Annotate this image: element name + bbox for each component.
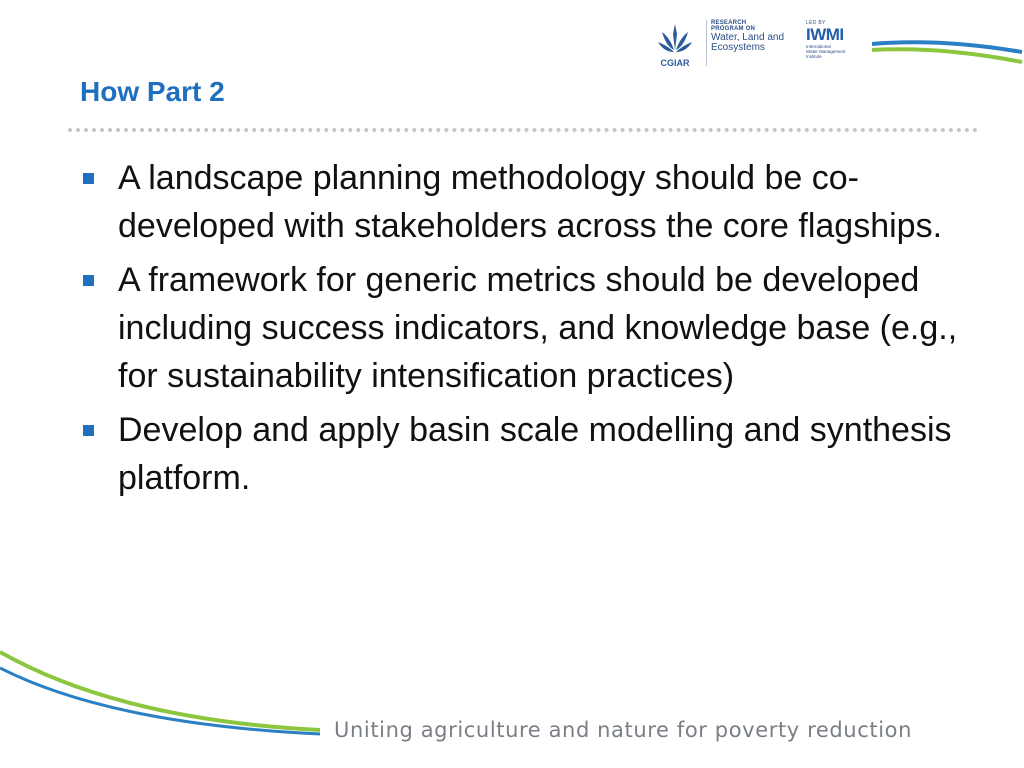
iwmi-sub-2: Water Management [806,49,846,54]
logo-divider [706,20,707,66]
bottom-swoosh-icon [0,640,340,740]
bullet-item [80,154,980,250]
bullet-item [80,406,980,502]
iwmi-name: IWMI [806,25,844,44]
bullet-square-icon [83,425,94,436]
cgiar-logo-icon [650,20,700,70]
bullet-list [80,154,980,508]
iwmi-logo [806,20,860,59]
bullet-text: A landscape planning methodology should be co-developed with stakeholders across the core flagships. [118,159,943,245]
bullet-square-icon [83,275,94,286]
iwmi-sub-3: Institute [806,54,822,59]
iwmi-led-by: LED BY [806,20,826,26]
bullet-square-icon [83,173,94,184]
program-line-4: Ecosystems [711,42,765,54]
bullet-item [80,256,980,400]
program-line-1: RESEARCH [711,20,747,26]
bullet-text: A framework for generic metrics should be developed including success indicators, and knowledge base (e.g., for sustainability intensification practices) [118,261,958,395]
title-divider [68,128,978,132]
footer-tagline: Uniting agriculture and nature for poverty reduction [334,718,912,742]
program-line-3: Water, Land and [711,31,785,43]
program-line-2: PROGRAM ON [711,26,755,33]
bullet-text: Develop and apply basin scale modelling and synthesis platform. [118,411,952,497]
cgiar-label: CGIAR [660,58,690,68]
wle-program-logo [711,20,807,54]
slide-title: How Part 2 [80,76,225,107]
top-swoosh-icon [870,32,1024,72]
iwmi-sub-1: International [806,44,831,49]
